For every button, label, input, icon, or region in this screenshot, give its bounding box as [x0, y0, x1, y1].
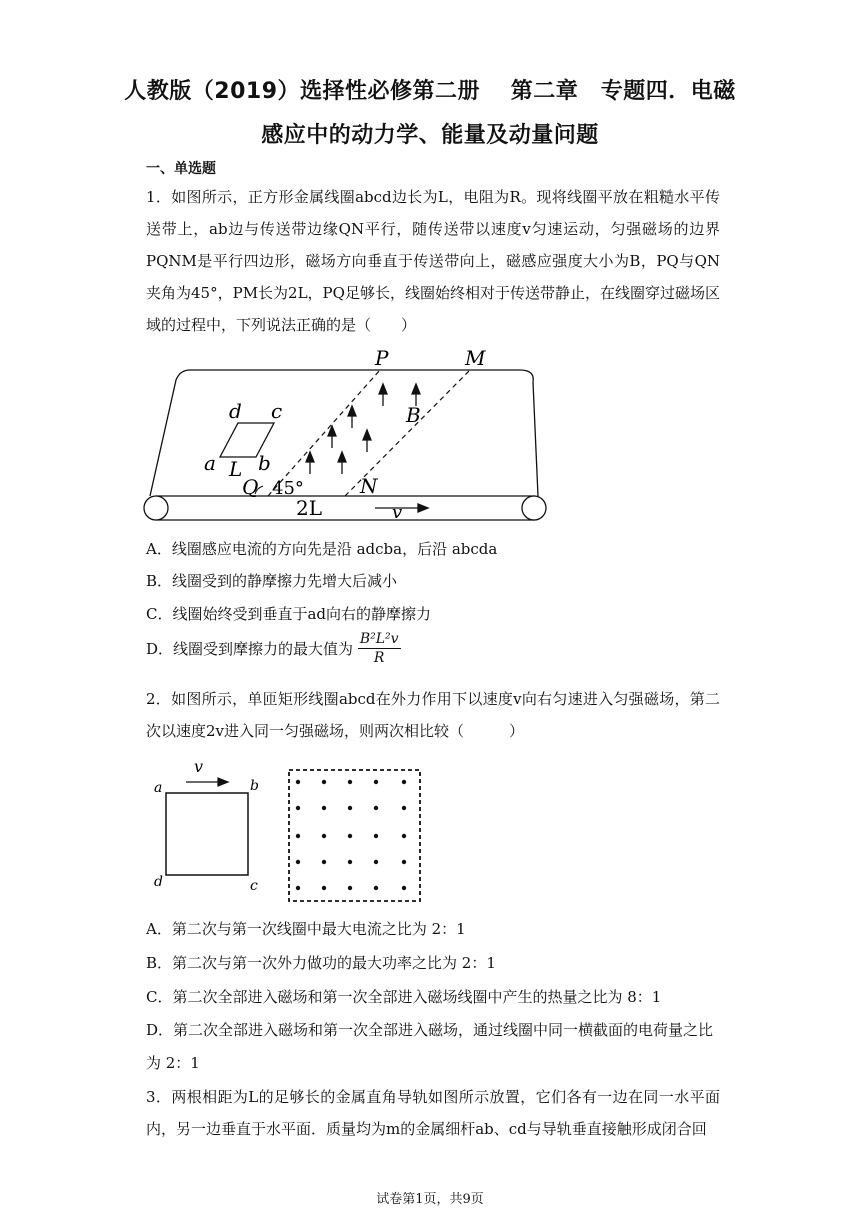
label-b: b — [258, 451, 271, 475]
q2-option-d-line1: D．第二次全部进入磁场和第一次全部进入磁场，通过线圈中同一横截面的电荷量之比 — [146, 1021, 714, 1039]
page-title-line1: 人教版（2019）选择性必修第二册 第二章 专题四．电磁 — [124, 79, 736, 104]
q2-option-d-line2: 为 2：1 — [146, 1054, 200, 1072]
label-v: v — [392, 502, 403, 523]
fraction — [358, 630, 401, 667]
fraction-numerator: B²L²v — [359, 631, 399, 647]
section-heading: 一、单选题 — [146, 161, 216, 177]
q1-option-d — [146, 630, 401, 667]
label-Q: Q — [242, 475, 259, 499]
fraction-denominator: R — [373, 650, 385, 666]
label-angle: 45° — [272, 478, 304, 499]
label-c: c — [271, 399, 283, 423]
q2-option-b: B．第二次与第一次外力做功的最大功率之比为 2：1 — [146, 954, 496, 972]
question-1-text: 1．如图所示，正方形金属线圈abcd边长为L，电阻为R。现将线圈平放在粗糙水平传送带上，ab边与传送带边缘QN平行，随传送带以速度v匀速运动，匀强磁场的边界PQNM是平行四边形，磁场方向垂直于传送带向上，磁感应强度大小为B，PQ与QN夹角为45°，PM长为2L，PQ足够长，线圈始终相对于传送带静止，在线圈穿过磁场区域的过程中，下列说法正确的是（ ） — [146, 188, 720, 334]
label-N: N — [360, 474, 378, 498]
q1-option-b: B．线圈受到的静摩擦力先增大后减小 — [146, 572, 398, 590]
question-1-figure — [140, 348, 560, 528]
page-footer: 试卷第1页，共9页 — [376, 1192, 484, 1207]
q1-option-a: A．线圈感应电流的方向先是沿 adcba，后沿 abcda — [146, 540, 498, 558]
q2-label-a: a — [154, 780, 163, 796]
question-2-text: 2．如图所示，单匝矩形线圈abcd在外力作用下以速度v向右匀速进入匀强磁场，第二次以速度2v进入同一匀强磁场，则两次相比较（ ） — [146, 690, 720, 740]
q2-label-d: d — [154, 874, 163, 890]
q1-option-d-prefix: D．线圈受到摩擦力的最大值为 — [146, 640, 354, 658]
q2-option-c: C．第二次全部进入磁场和第一次全部进入磁场线圈中产生的热量之比为 8：1 — [146, 988, 662, 1006]
q1-option-c: C．线圈始终受到垂直于ad向右的静摩擦力 — [146, 605, 432, 623]
question-2-figure — [150, 752, 430, 912]
question-3-text: 3．两根相距为L的足够长的金属直角导轨如图所示放置，它们各有一边在同一水平面内，另一边垂直于水平面．质量均为m的金属细杆ab、cd与导轨垂直接触形成闭合回 — [146, 1088, 720, 1138]
q2-label-b: b — [250, 778, 259, 794]
label-a: a — [204, 451, 216, 475]
label-M: M — [465, 348, 486, 370]
label-2L: 2L — [296, 496, 323, 520]
q2-label-c: c — [250, 878, 258, 894]
label-P: P — [375, 348, 389, 370]
q2-label-v: v — [194, 757, 204, 776]
q2-option-a: A．第二次与第一次线圈中最大电流之比为 2：1 — [146, 920, 466, 938]
page-title-line2: 感应中的动力学、能量及动量问题 — [261, 123, 599, 148]
label-L: L — [229, 457, 243, 481]
label-B: B — [406, 403, 421, 427]
label-d: d — [229, 399, 242, 423]
